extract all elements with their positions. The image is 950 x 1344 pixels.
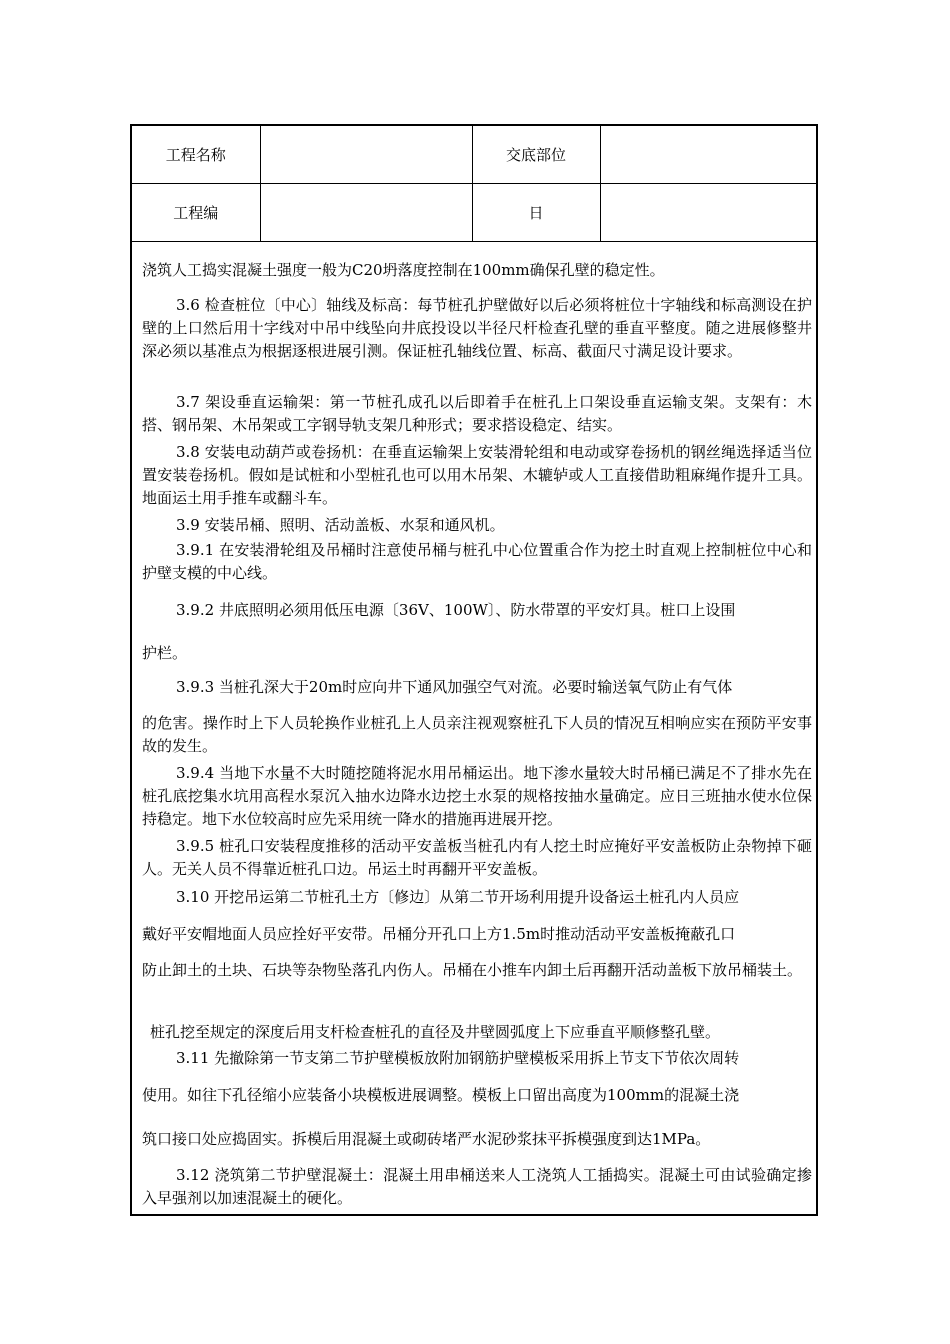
paragraph: 的危害。操作时上下人员轮换作业桩孔上人员亲注视观察桩孔下人员的情况互相响应实在预防平安事故的发生。 [142, 714, 812, 755]
project-no-field[interactable] [260, 184, 472, 242]
paragraph: 3.9.4 当地下水量不大时随挖随将泥水用吊桶运出。地下渗水量较大时吊桶已满足不了排水先在桩孔底挖集水坑用高程水泵沉入抽水边降水边挖土水泵的规格按抽水量确定。应日三班抽水使水位保持稳定。地下水位较高时应先采用统一降水的措施再进展开挖。 [142, 764, 812, 828]
paragraph: 桩孔挖至规定的深度后用支杆检查桩孔的直径及井壁圆弧度上下应垂直平顺修整孔壁。 [150, 1023, 721, 1041]
paragraph: 防止卸土的土块、石块等杂物坠落孔内伤人。吊桶在小推车内卸土后再翻开活动盖板下放吊桶装土。 [142, 961, 803, 979]
project-no-label: 工程编 [132, 184, 260, 242]
paragraph: 护栏。 [142, 644, 188, 662]
paragraph: 3.10 开挖吊运第二节桩孔土方〔修边〕从第二节开场利用提升设备运土桩孔内人员应 [176, 888, 740, 906]
paragraph: 3.7 架设垂直运输架：第一节桩孔成孔以后即着手在桩孔上口架设垂直运输支架。支架有：木搭、钢吊架、木吊架或工字钢导轨支架几种形式；要求搭设稳定、结实。 [142, 393, 812, 434]
project-name-label: 工程名称 [132, 126, 260, 184]
paragraph: 3.9.5 桩孔口安装程度推移的活动平安盖板当桩孔内有人挖土时应掩好平安盖板防止杂物掉下砸人。无关人员不得靠近桩孔口边。吊运土时再翻开平安盖板。 [142, 837, 812, 878]
header-row-1 [132, 126, 816, 184]
paragraph: 3.9.3 当桩孔深大于20m时应向井下通风加强空气对流。必要时输送氧气防止有气体 [176, 678, 733, 696]
paragraph: 3.9.1 在安装滑轮组及吊桶时注意使吊桶与桩孔中心位置重合作为挖土时直观上控制桩位中心和护壁支模的中心线。 [142, 541, 812, 582]
date-label: 日 [472, 184, 600, 242]
disclosure-sheet [130, 124, 818, 1216]
paragraph: 3.11 先撤除第一节支第二节护壁模板放附加钢筋护壁模板采用拆上节支下节依次周转 [176, 1049, 740, 1067]
paragraph: 3.12 浇筑第二节护壁混凝土：混凝土用串桶送来人工浇筑人工插捣实。混凝土可由试验确定掺入早强剂以加速混凝土的硬化。 [142, 1166, 812, 1207]
header-row-2 [132, 184, 816, 242]
paragraph: 3.8 安装电动葫芦或卷扬机：在垂直运输架上安装滑轮组和电动或穿卷扬机的钢丝绳选择适当位置安装卷扬机。假如是试桩和小型桩孔也可以用木吊架、木辘轳或人工直接借助粗麻绳作提升工具。地面运土用手推车或翻斗车。 [142, 443, 812, 507]
header-table [132, 126, 816, 242]
paragraph: 3.9 安装吊桶、照明、活动盖板、水泵和通风机。 [176, 516, 505, 534]
paragraph: 浇筑人工捣实混凝土强度一般为C20坍落度控制在100mm确保孔壁的稳定性。 [142, 261, 665, 279]
paragraph: 筑口接口处应捣固实。拆模后用混凝土或砌砖堵严水泥砂浆抹平拆模强度到达1MPa。 [142, 1130, 711, 1148]
location-field[interactable] [600, 126, 816, 184]
date-field[interactable] [600, 184, 816, 242]
paragraph: 3.6 检查桩位〔中心〕轴线及标高：每节桩孔护壁做好以后必须将桩位十字轴线和标高测设在护壁的上口然后用十字线对中吊中线坠向井底投设以半径尺杆检查孔壁的垂直平整度。随之进展修整井深必须以基准点为根据逐根进展引测。保证桩孔轴线位置、标高、截面尺寸满足设计要求。 [142, 296, 812, 360]
paragraph: 戴好平安帽地面人员应拴好平安带。吊桶分开孔口上方1.5m时推动活动平安盖板掩蔽孔口 [142, 925, 736, 943]
location-label: 交底部位 [472, 126, 600, 184]
paragraph: 使用。如往下孔径缩小应装备小块模板进展调整。模板上口留出高度为100mm的混凝土浇 [142, 1086, 740, 1104]
paragraph: 3.9.2 井底照明必须用低压电源〔36V、100W〕、防水带罩的平安灯具。桩口上设围 [176, 601, 736, 619]
project-name-field[interactable] [260, 126, 472, 184]
